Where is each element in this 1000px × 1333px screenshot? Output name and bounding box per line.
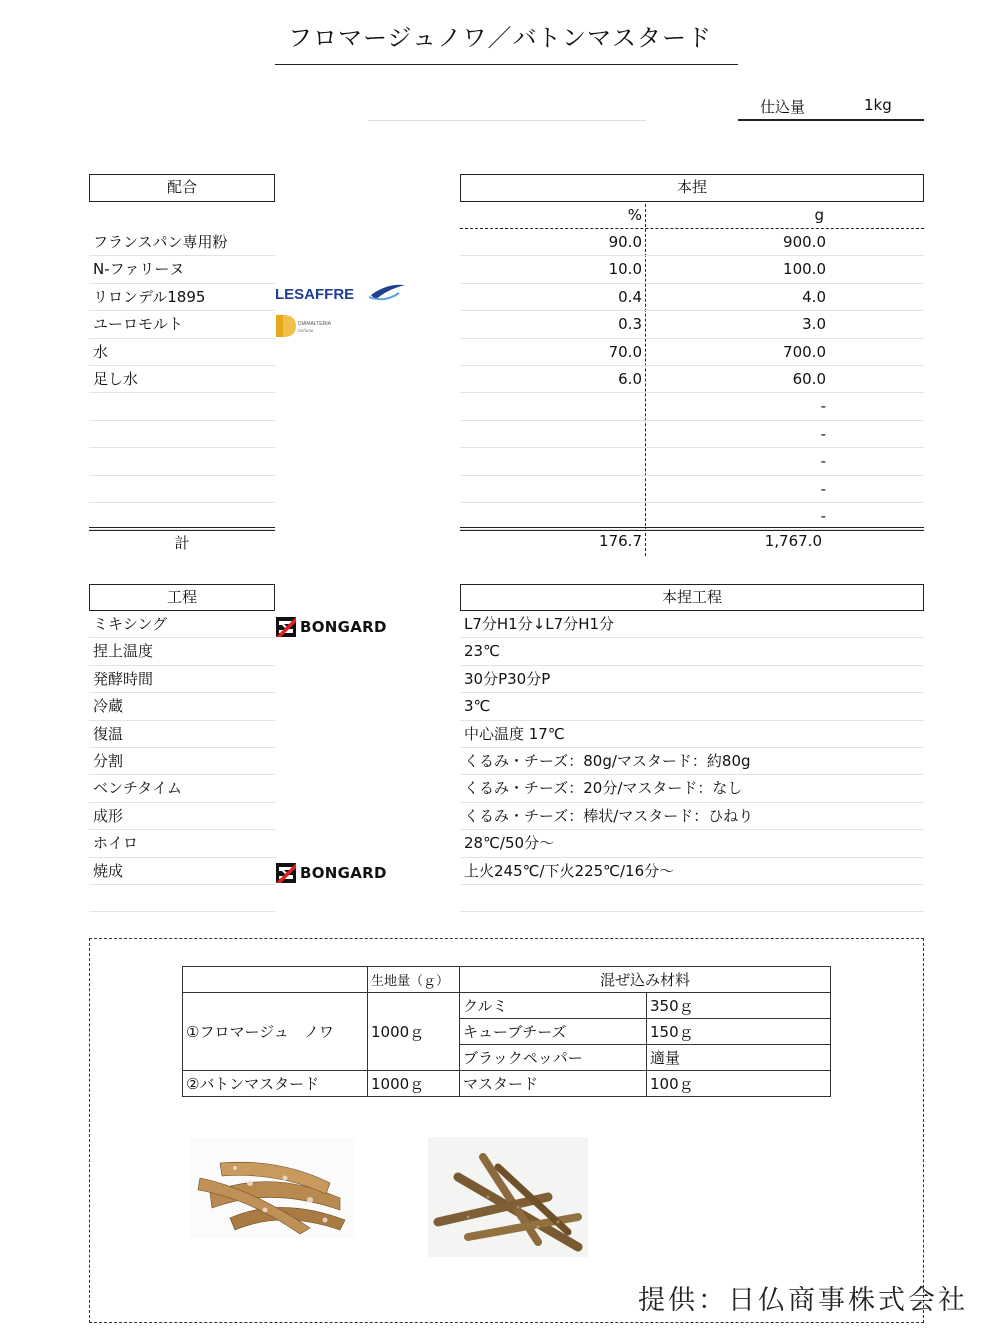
col-percent: %: [627, 206, 642, 224]
ingredient-percent: 90.0: [608, 233, 642, 251]
ingredient-gram: 900.0: [783, 233, 826, 251]
col-gram: g: [814, 206, 824, 224]
product-name: ②バトンマスタード: [183, 1071, 368, 1097]
process-detail: くるみ・チーズ：20分/マスタード：なし: [460, 775, 924, 802]
ingredient-gram: 3.0: [802, 315, 826, 334]
ingredient-name: [89, 476, 275, 503]
process-detail: 28℃/50分～: [460, 830, 924, 857]
ingredient-value-row: [460, 339, 924, 366]
ingredient-name: フランスパン専用粉: [89, 229, 275, 256]
process-step: 成形: [89, 803, 275, 830]
ingredient-gram: -: [820, 397, 826, 416]
process-step: ホイロ: [89, 830, 275, 857]
process-step: 冷蔵: [89, 693, 275, 720]
ingredient-name: N-ファリーヌ: [89, 256, 275, 283]
divider: [368, 120, 646, 121]
process-step: 焼成: [89, 858, 275, 885]
mix-item: ブラックペッパー: [460, 1045, 647, 1071]
mix-in-table: [182, 966, 831, 1097]
process-detail: 23℃: [460, 638, 924, 665]
diamalteria-logo: [276, 313, 346, 339]
ingredient-value-row: [460, 393, 924, 420]
process-step: 復温: [89, 721, 275, 748]
ingredient-value-row: [460, 366, 924, 393]
recipe-col-headers: [460, 204, 924, 228]
ingredient-gram: 700.0: [783, 342, 826, 361]
bongard-logo-text: BONGARD: [300, 618, 387, 636]
process-detail: くるみ・チーズ：80g/マスタード：約80g: [460, 748, 924, 775]
total-rule-right: [460, 527, 924, 531]
ingredient-value-row: [460, 448, 924, 475]
ingredient-value-row: [460, 476, 924, 503]
ingredient-gram: -: [820, 424, 826, 443]
ingredient-percent: 6.0: [618, 369, 642, 388]
ingredient-name: [89, 448, 275, 475]
ingredient-name: 水: [89, 339, 275, 366]
credit-text: 提供：日仏商事株式会社: [638, 1285, 968, 1316]
process-detail: L7分H1分↓L7分H1分: [460, 611, 924, 638]
batch-size: [738, 96, 924, 121]
baton-mustard-photo: [428, 1137, 588, 1257]
process-step: 分割: [89, 748, 275, 775]
lesaffre-logo: [275, 281, 405, 305]
process-header-left: 工程: [89, 584, 275, 611]
product-name: ①フロマージュ ノワ: [183, 993, 368, 1071]
bongard-logo: [276, 616, 396, 638]
mix-amount: 350ｇ: [647, 993, 831, 1019]
process-detail: 3℃: [460, 693, 924, 720]
ingredient-gram: 100.0: [783, 260, 826, 279]
bongard-logo: [276, 862, 396, 884]
total-percent: 176.7: [599, 532, 642, 550]
total-label: 計: [174, 534, 190, 552]
recipe-header-left: 配合: [89, 174, 275, 202]
total-gram: 1,767.0: [764, 532, 822, 550]
mix-item: クルミ: [460, 993, 647, 1019]
ingredient-gram: 60.0: [792, 369, 826, 388]
diamalteria-logo-subtext: italiana: [298, 329, 314, 334]
ingredient-value-row: [460, 421, 924, 448]
process-steps: [89, 611, 275, 912]
process-detail: [460, 885, 924, 912]
ingredient-values: [460, 229, 924, 530]
recipe-header-right: 本捏: [460, 174, 924, 202]
mix-amount: 適量: [647, 1045, 831, 1071]
process-step: 発酵時間: [89, 666, 275, 693]
bongard-logo-text: BONGARD: [300, 864, 387, 882]
ingredient-gram: 4.0: [802, 287, 826, 306]
ingredient-name: ユーロモルト: [89, 311, 275, 338]
ingredient-gram: -: [820, 506, 826, 525]
total-rule-left: [89, 527, 275, 531]
ingredient-percent: 0.4: [618, 287, 642, 306]
product-dough: 1000ｇ: [368, 993, 460, 1071]
ingredient-percent: 10.0: [608, 260, 642, 279]
batch-label: 仕込量: [760, 98, 806, 116]
ingredient-value-row: [460, 311, 924, 338]
ingredient-name: リロンデル1895: [89, 284, 275, 311]
ingredient-list: [89, 229, 275, 530]
process-step: [89, 885, 275, 912]
ingredient-value-row: [460, 229, 924, 256]
process-details: [460, 611, 924, 912]
process-step: ミキシング: [89, 611, 275, 638]
total-row: [460, 532, 924, 556]
process-detail: 中心温度 17℃: [460, 721, 924, 748]
ingredient-gram: -: [820, 479, 826, 498]
ingredient-percent: 0.3: [618, 315, 642, 334]
process-detail: くるみ・チーズ：棒状/マスタード：ひねり: [460, 803, 924, 830]
lesaffre-logo-text: LESAFFRE: [275, 286, 355, 303]
col-dough-amount: 生地量（ｇ）: [368, 967, 460, 993]
mix-item: キューブチーズ: [460, 1019, 647, 1045]
ingredient-value-row: [460, 256, 924, 283]
process-step: 捏上温度: [89, 638, 275, 665]
mix-amount: 100ｇ: [647, 1071, 831, 1097]
ingredient-name: 足し水: [89, 366, 275, 393]
page-title: フロマージュノワ／バトンマスタード: [287, 24, 713, 52]
process-detail: 30分P30分P: [460, 666, 924, 693]
process-step: ベンチタイム: [89, 775, 275, 802]
batch-value: 1kg: [864, 96, 892, 114]
ingredient-value-row: [460, 284, 924, 311]
mix-amount: 150ｇ: [647, 1019, 831, 1045]
process-detail: 上火245℃/下火225℃/16分～: [460, 858, 924, 885]
ingredient-name: [89, 421, 275, 448]
ingredient-gram: -: [820, 452, 826, 471]
ingredient-name: [89, 393, 275, 420]
product-dough: 1000ｇ: [368, 1071, 460, 1097]
title-underline: [275, 64, 738, 65]
diamalteria-logo-text: DIAMALTERIA: [298, 321, 331, 327]
process-header-right: 本捏工程: [460, 584, 924, 611]
fromage-noir-photo: [190, 1138, 355, 1238]
mix-item: マスタード: [460, 1071, 647, 1097]
col-mix-ingredients: 混ぜ込み材料: [460, 967, 831, 993]
ingredient-percent: 70.0: [608, 342, 642, 361]
